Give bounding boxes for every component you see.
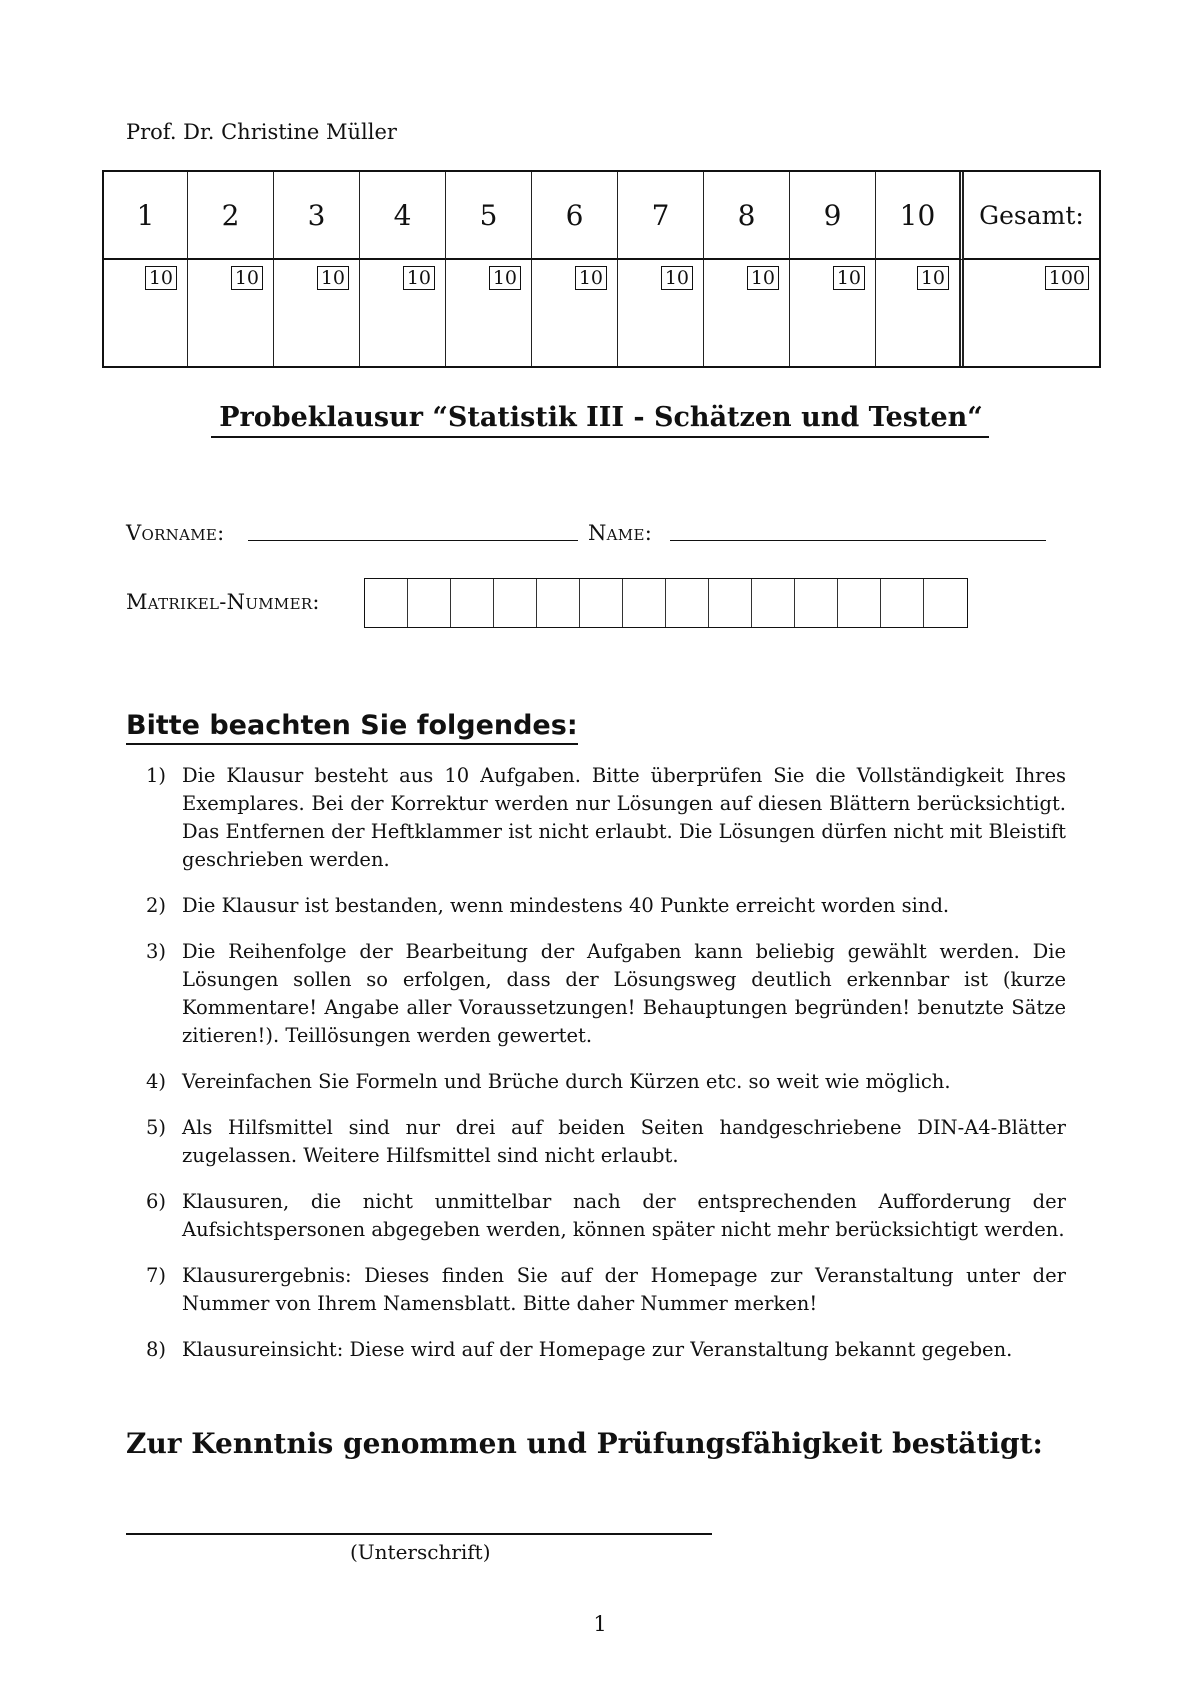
matrikel-digit-box[interactable] [365, 579, 408, 627]
rule-text: Vereinfachen Sie Formeln und Brüche durch Kürzen etc. so weit wie möglich. [182, 1070, 951, 1093]
exam-title-text: Probeklausur “Statistik III - Schätzen und Testen“ [211, 402, 989, 438]
task-header-2: 2 [188, 172, 274, 260]
rule-number: 1) [146, 764, 167, 787]
matrikel-digit-box[interactable] [752, 579, 795, 627]
max-points-badge: 10 [317, 266, 349, 290]
matrikel-digit-box[interactable] [451, 579, 494, 627]
list-item [146, 1188, 1066, 1244]
matrikel-digit-box[interactable] [623, 579, 666, 627]
task-header-9: 9 [790, 172, 876, 260]
list-item [146, 762, 1066, 874]
vorname-label: Vorname: [126, 521, 225, 545]
max-points-badge: 10 [917, 266, 949, 290]
page-number: 1 [593, 1612, 607, 1636]
task-header-4: 4 [360, 172, 446, 260]
matrikel-digit-box[interactable] [881, 579, 924, 627]
max-points-badge: 10 [489, 266, 521, 290]
rule-number: 4) [146, 1070, 167, 1093]
max-points-badge: 10 [403, 266, 435, 290]
matrikel-digit-box[interactable] [838, 579, 881, 627]
task-header-5: 5 [446, 172, 532, 260]
score-cell-9[interactable] [790, 260, 876, 366]
notice-heading: Bitte beachten Sie folgendes: [126, 710, 578, 745]
name-label: Name: [588, 521, 653, 545]
rule-text: Klausureinsicht: Diese wird auf der Homepage zur Veranstaltung bekannt gegeben. [182, 1338, 1013, 1361]
score-cell-4[interactable] [360, 260, 446, 366]
max-points-badge: 10 [231, 266, 263, 290]
score-cell-6[interactable] [532, 260, 618, 366]
rule-number: 8) [146, 1338, 167, 1361]
name-field[interactable] [670, 540, 1046, 541]
list-item [146, 1068, 1066, 1096]
matrikel-digit-box[interactable] [666, 579, 709, 627]
score-cell-2[interactable] [188, 260, 274, 366]
rule-number: 7) [146, 1264, 167, 1287]
rule-number: 6) [146, 1190, 167, 1213]
max-points-badge: 10 [145, 266, 177, 290]
task-header-7: 7 [618, 172, 704, 260]
list-item [146, 938, 1066, 1050]
matrikel-digit-box[interactable] [795, 579, 838, 627]
exam-title [0, 402, 1200, 433]
rule-number: 2) [146, 894, 167, 917]
rule-text: Klausurergebnis: Dieses finden Sie auf der Homepage zur Veranstaltung unter der Nummer von Ihrem Namensblatt. Bitte daher Nummer merken! [182, 1264, 1066, 1315]
signature-line[interactable] [126, 1533, 712, 1535]
vorname-field[interactable] [248, 540, 578, 541]
rule-text: Die Klausur besteht aus 10 Aufgaben. Bitte überprüfen Sie die Vollständigkeit Ihres Exemplares. Bei der Korrektur werden nur Lösungen auf diesen Blättern berücksichtigt. Das Entfernen der Heftklammer ist nicht erlaubt. Die Lösungen dürfen nicht mit Bleistift geschrieben werden. [182, 764, 1066, 871]
max-points-badge: 10 [747, 266, 779, 290]
rule-text: Die Klausur ist bestanden, wenn mindestens 40 Punkte erreicht worden sind. [182, 894, 950, 917]
signature-label: (Unterschrift) [350, 1540, 491, 1564]
score-cell-3[interactable] [274, 260, 360, 366]
list-item [146, 1336, 1066, 1364]
rules-list [146, 762, 1066, 1382]
score-cell-7[interactable] [618, 260, 704, 366]
matrikel-digit-box[interactable] [924, 579, 967, 627]
rule-text: Klausuren, die nicht unmittelbar nach der entsprechenden Aufforderung der Aufsichtspersonen abgegeben werden, können später nicht mehr berücksichtigt werden. [182, 1190, 1066, 1241]
task-header-10: 10 [876, 172, 964, 260]
total-points-badge: 100 [1045, 266, 1089, 290]
score-cell-10[interactable] [876, 260, 964, 366]
score-cell-5[interactable] [446, 260, 532, 366]
task-header-1: 1 [104, 172, 188, 260]
total-header: Gesamt: [964, 172, 1099, 260]
list-item [146, 892, 1066, 920]
rule-number: 3) [146, 940, 167, 963]
max-points-badge: 10 [833, 266, 865, 290]
score-cell-total[interactable] [964, 260, 1099, 366]
task-header-8: 8 [704, 172, 790, 260]
list-item [146, 1114, 1066, 1170]
matrikel-digit-box[interactable] [537, 579, 580, 627]
score-cell-1[interactable] [104, 260, 188, 366]
matrikel-digit-box[interactable] [494, 579, 537, 627]
matrikel-label: Matrikel-Nummer: [126, 590, 320, 614]
score-table [102, 170, 1101, 368]
professor-name: Prof. Dr. Christine Müller [126, 120, 397, 144]
matrikel-number-boxes[interactable] [364, 578, 968, 628]
rule-text: Die Reihenfolge der Bearbeitung der Aufgaben kann beliebig gewählt werden. Die Lösungen sollen so erfolgen, dass der Lösungsweg deutlich erkennbar ist (kurze Kommentare! Angabe aller Voraussetzungen! Behauptungen begründen! benutzte Sätze zitieren!). Teillösungen werden gewertet. [182, 940, 1066, 1047]
matrikel-digit-box[interactable] [709, 579, 752, 627]
confirmation-heading: Zur Kenntnis genommen und Prüfungsfähigkeit bestätigt: [126, 1427, 1043, 1460]
score-cell-8[interactable] [704, 260, 790, 366]
max-points-badge: 10 [661, 266, 693, 290]
max-points-badge: 10 [575, 266, 607, 290]
matrikel-digit-box[interactable] [408, 579, 451, 627]
task-header-6: 6 [532, 172, 618, 260]
rule-number: 5) [146, 1116, 167, 1139]
task-header-3: 3 [274, 172, 360, 260]
list-item [146, 1262, 1066, 1318]
matrikel-digit-box[interactable] [580, 579, 623, 627]
rule-text: Als Hilfsmittel sind nur drei auf beiden Seiten handgeschriebene DIN-A4-Blätter zugelassen. Weitere Hilfsmittel sind nicht erlaubt. [182, 1116, 1066, 1167]
